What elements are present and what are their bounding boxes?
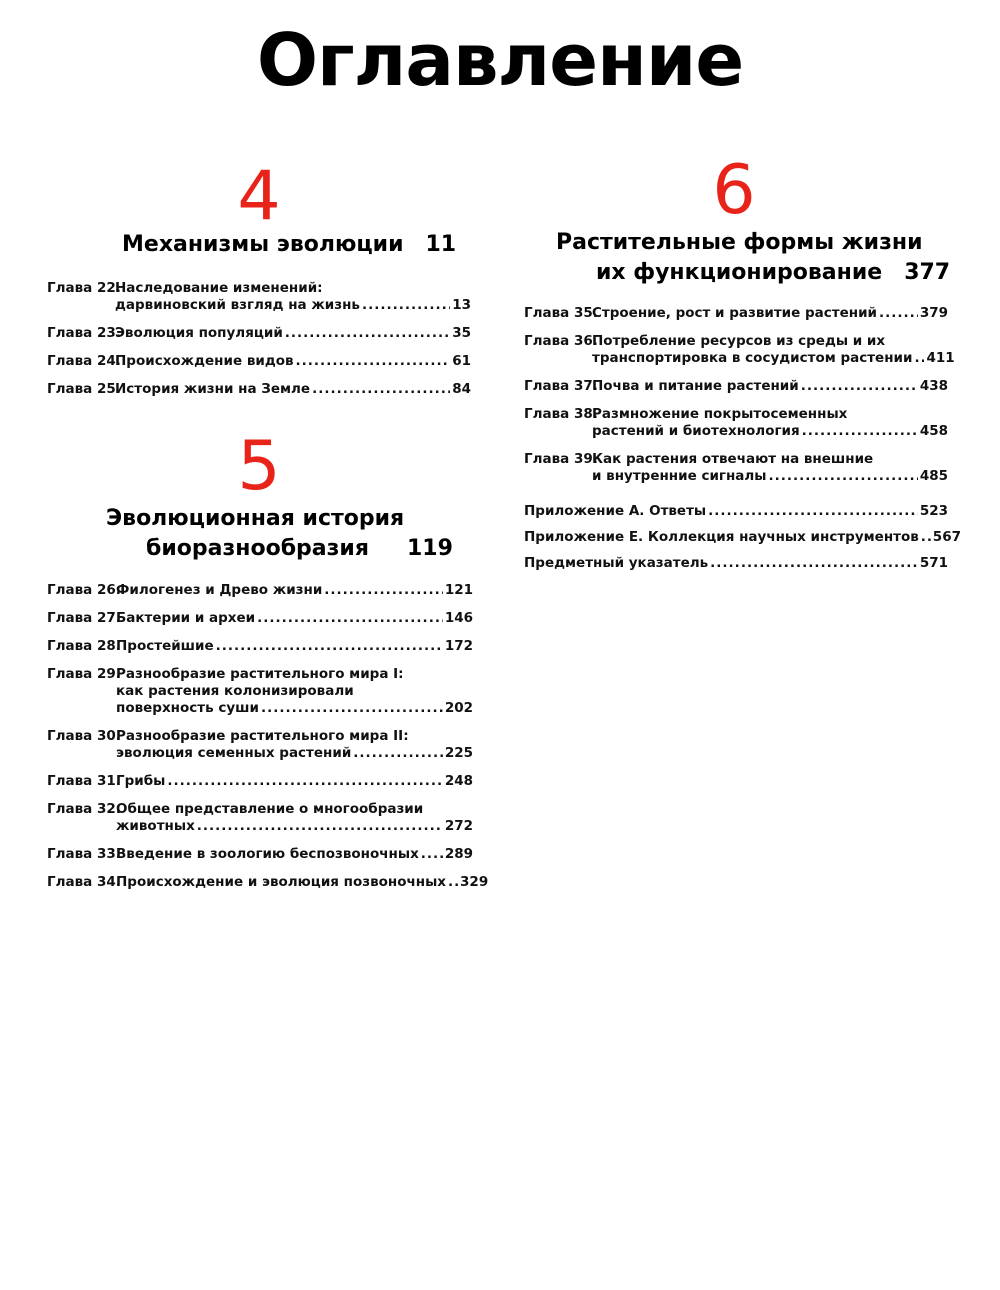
- leader-dots: [879, 305, 918, 322]
- part-title-line: Механизмы эволюции: [122, 232, 404, 257]
- toc-entry[interactable]: [47, 728, 473, 762]
- page-number: 146: [444, 610, 473, 626]
- toc-entry-row: [47, 728, 473, 745]
- toc-entry-row: [524, 350, 955, 367]
- chapter-label: Глава 38.: [524, 406, 598, 422]
- toc-entry-row: [47, 280, 471, 297]
- page-number: 458: [919, 423, 948, 439]
- part-page-number: 119: [406, 536, 453, 561]
- toc-entry[interactable]: [47, 280, 471, 314]
- chapter-title: Строение, рост и развитие растений: [592, 305, 877, 321]
- toc-entry-row: [47, 773, 473, 790]
- toc-entry-row: [47, 700, 473, 717]
- leader-dots: [421, 846, 443, 863]
- chapter-label: Глава 35.: [524, 305, 598, 321]
- chapter-title: Разнообразие растительного мира II:: [116, 728, 409, 744]
- toc-entry-row: [47, 801, 473, 818]
- toc-entry[interactable]: [47, 638, 473, 655]
- chapter-title: Введение в зоологию беспозвоночных: [116, 846, 419, 862]
- chapter-label: Глава 30.: [47, 728, 121, 744]
- toc-entry[interactable]: [524, 378, 948, 395]
- part-number-5: 5: [237, 427, 281, 506]
- leader-dots: [801, 378, 918, 395]
- part-page-number: 377: [904, 260, 951, 285]
- toc-part-4: [47, 280, 471, 409]
- toc-entry[interactable]: [47, 582, 473, 599]
- leader-dots: [353, 745, 443, 762]
- toc-entry-row: [47, 325, 471, 342]
- toc-entry[interactable]: [47, 381, 471, 398]
- toc-part-5: [47, 582, 489, 902]
- toc-entry-row: [47, 353, 471, 370]
- leader-dots: [197, 818, 443, 835]
- toc-entry[interactable]: [47, 846, 473, 863]
- leader-dots: [921, 529, 931, 546]
- page-number: 438: [919, 378, 948, 394]
- chapter-label: Глава 28.: [47, 638, 121, 654]
- page-number: 13: [452, 297, 471, 313]
- part-number-4: 4: [237, 157, 281, 236]
- leader-dots: [362, 297, 450, 314]
- chapter-title: животных: [116, 818, 195, 834]
- toc-entry-row: [524, 333, 948, 350]
- chapter-title: поверхность суши: [116, 700, 259, 716]
- leader-dots: [296, 353, 451, 370]
- chapter-title: Бактерии и археи: [116, 610, 256, 626]
- chapter-label: Глава 37.: [524, 378, 598, 394]
- page-title: Оглавление: [256, 18, 744, 102]
- page-number: 225: [444, 745, 473, 761]
- toc-entry-row: [524, 378, 948, 395]
- part-page-number: 11: [425, 232, 457, 257]
- chapter-title: Разнообразие растительного мира I:: [116, 666, 404, 682]
- page-number: 523: [919, 503, 948, 519]
- chapter-title: как растения колонизировали: [116, 683, 354, 699]
- chapter-label: Глава 36.: [524, 333, 598, 349]
- toc-entry[interactable]: [47, 874, 489, 891]
- toc-entry-row: [47, 582, 473, 599]
- chapter-title: Грибы: [116, 773, 166, 789]
- leader-dots: [769, 468, 918, 485]
- toc-entry[interactable]: [524, 305, 948, 322]
- leader-dots: [167, 773, 442, 790]
- toc-entry-row: [524, 451, 948, 468]
- leader-dots: [257, 610, 443, 627]
- page-number: 567: [932, 529, 961, 545]
- leader-dots: [324, 582, 443, 599]
- page-number: 202: [444, 700, 473, 716]
- leader-dots: [708, 503, 918, 520]
- chapter-title: Наследование изменений:: [115, 280, 323, 296]
- chapter-title: Эволюция популяций: [115, 325, 283, 341]
- toc-entry-row: [47, 666, 473, 683]
- toc-entry-row: [524, 503, 948, 520]
- toc-appendices: [524, 503, 961, 581]
- chapter-title: Происхождение и эволюция позвоночных: [116, 874, 447, 890]
- leader-dots: [914, 350, 924, 367]
- chapter-title: Как растения отвечают на внешние: [592, 451, 874, 467]
- toc-entry-row: [524, 423, 948, 440]
- page-number: 571: [919, 555, 948, 571]
- toc-entry-row: [524, 305, 948, 322]
- chapter-label: Глава 39.: [524, 451, 598, 467]
- appendix-title: Предметный указатель: [524, 555, 709, 571]
- toc-entry-row: [47, 610, 473, 627]
- chapter-label: Глава 33.: [47, 846, 121, 862]
- leader-dots: [710, 555, 918, 572]
- toc-entry[interactable]: [47, 801, 473, 835]
- appendix-title: Приложение А. Ответы: [524, 503, 707, 519]
- toc-entry[interactable]: [47, 773, 473, 790]
- appendix-title: Приложение Е. Коллекция научных инструментов: [524, 529, 919, 545]
- chapter-label: Глава 23.: [47, 325, 121, 341]
- chapter-title: Почва и питание растений: [592, 378, 799, 394]
- chapter-title: Филогенез и Древо жизни: [116, 582, 323, 598]
- page-number: 485: [919, 468, 948, 484]
- page-number: 61: [452, 353, 471, 369]
- part-title-line: Растительные формы жизни: [556, 230, 923, 255]
- chapter-title: и внутренние сигналы: [592, 468, 767, 484]
- toc-entry[interactable]: [47, 353, 471, 370]
- chapter-title: Происхождение видов: [115, 353, 294, 369]
- toc-entry[interactable]: [524, 451, 948, 485]
- toc-part-6: [524, 305, 955, 496]
- leader-dots: [802, 423, 918, 440]
- chapter-title: Общее представление о многообразии: [116, 801, 424, 817]
- toc-entry-row: [524, 468, 948, 485]
- leader-dots: [312, 381, 450, 398]
- page-number: 248: [444, 773, 473, 789]
- page-number: 121: [444, 582, 473, 598]
- appendix-entry[interactable]: [524, 555, 948, 572]
- toc-entry-row: [47, 638, 473, 655]
- part-title-line: биоразнообразия: [146, 536, 369, 561]
- toc-entry[interactable]: [524, 406, 948, 440]
- toc-entry-row: [47, 381, 471, 398]
- toc-entry-row: [47, 874, 489, 891]
- page-number: 289: [444, 846, 473, 862]
- leader-dots: [216, 638, 443, 655]
- chapter-label: Глава 31.: [47, 773, 121, 789]
- toc-entry-row: [47, 297, 471, 314]
- chapter-title: Потребление ресурсов из среды и их: [592, 333, 886, 349]
- toc-entry-row: [47, 846, 473, 863]
- toc-entry-row: [524, 529, 961, 546]
- chapter-title: Простейшие: [116, 638, 214, 654]
- toc-entry[interactable]: [47, 325, 471, 342]
- chapter-label: Глава 26.: [47, 582, 121, 598]
- chapter-label: Глава 22.: [47, 280, 121, 296]
- toc-entry[interactable]: [47, 610, 473, 627]
- part-title-5: [106, 504, 453, 564]
- toc-entry[interactable]: [524, 333, 955, 367]
- page-number: 411: [926, 350, 955, 366]
- leader-dots: [261, 700, 443, 717]
- chapter-label: Глава 25.: [47, 381, 121, 397]
- toc-entry-row: [47, 683, 473, 700]
- chapter-title: транспортировка в сосудистом растении: [592, 350, 913, 366]
- part-number-6: 6: [712, 151, 756, 230]
- toc-entry-row: [524, 406, 948, 423]
- chapter-title: История жизни на Земле: [115, 381, 311, 397]
- chapter-label: Глава 32.: [47, 801, 121, 817]
- chapter-label: Глава 27.: [47, 610, 121, 626]
- chapter-title: Размножение покрытосеменных: [592, 406, 848, 422]
- page-number: 272: [444, 818, 473, 834]
- part-title-line: Эволюционная история: [106, 506, 405, 531]
- page-number: 84: [452, 381, 471, 397]
- chapter-label: Глава 34.: [47, 874, 121, 890]
- chapter-title: растений и биотехнология: [592, 423, 800, 439]
- toc-entry-row: [524, 555, 948, 572]
- appendix-entry[interactable]: [524, 503, 948, 520]
- chapter-label: Глава 29.: [47, 666, 121, 682]
- chapter-label: Глава 24.: [47, 353, 121, 369]
- appendix-entry[interactable]: [524, 529, 961, 546]
- page-number: 379: [919, 305, 948, 321]
- page-number: 35: [452, 325, 471, 341]
- toc-entry[interactable]: [47, 666, 473, 717]
- chapter-title: эволюция семенных растений: [116, 745, 352, 761]
- leader-dots: [448, 874, 458, 891]
- toc-entry-row: [47, 818, 473, 835]
- page-number: 329: [460, 874, 489, 890]
- page-number: 172: [444, 638, 473, 654]
- toc-entry-row: [47, 745, 473, 762]
- chapter-title: дарвиновский взгляд на жизнь: [115, 297, 360, 313]
- part-title-6: [556, 228, 950, 288]
- part-title-4: [122, 230, 456, 260]
- part-title-line: их функционирование: [596, 260, 883, 285]
- leader-dots: [285, 325, 450, 342]
